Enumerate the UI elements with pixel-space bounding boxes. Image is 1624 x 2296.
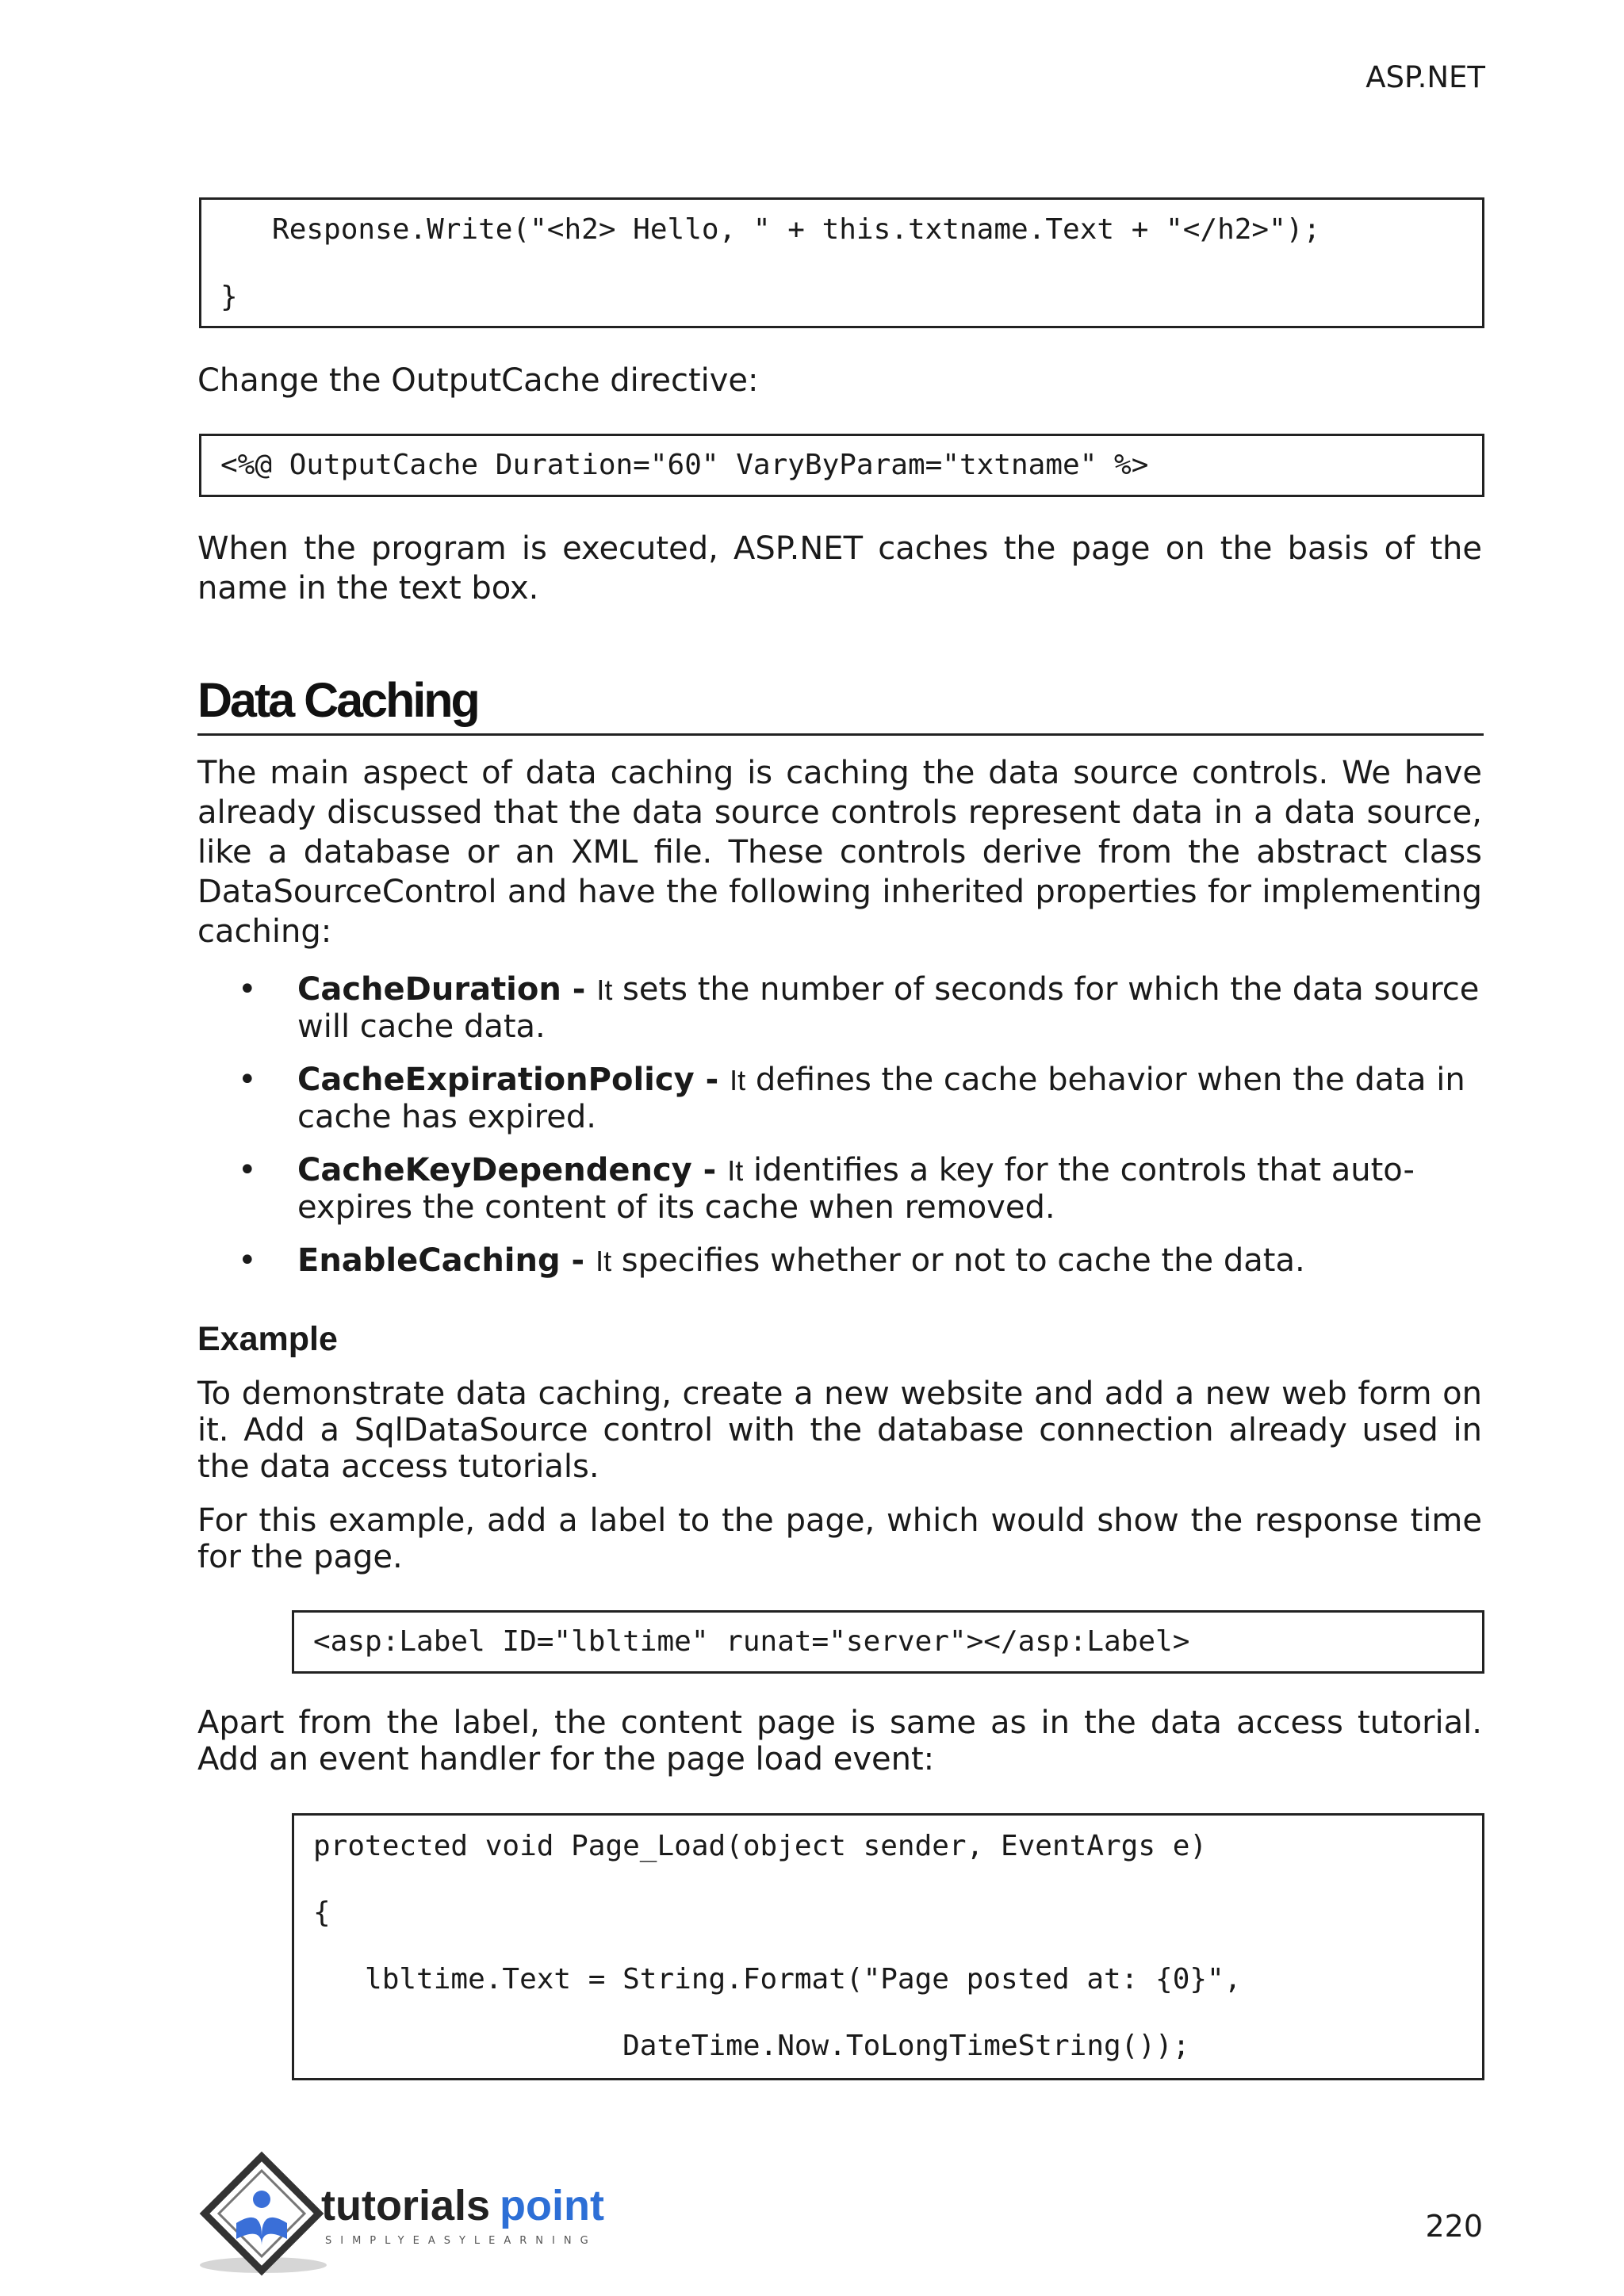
paragraph-add-label: For this example, add a label to the page, which would show the response time for the page. [197, 1502, 1482, 1575]
list-item-text: identifies a key for the controls that auto-expires the content of its cache when removed. [297, 1152, 1415, 1226]
paragraph-demonstrate-caching: To demonstrate data caching, create a new website and add a new web form on it. Add a SqlDataSource control with the database connection already used in the data access tutorials. [197, 1376, 1482, 1485]
code-line: lbltime.Text = String.Format("Page posted at: {0}", [313, 1963, 1242, 1996]
section-title-data-caching: Data Caching [197, 673, 478, 727]
subheading-example: Example [197, 1320, 338, 1358]
tutorialspoint-logo [198, 2150, 626, 2277]
list-item-term: CacheDuration - [297, 971, 597, 1008]
bullet-icon: • [238, 1152, 257, 1188]
code-line: { [313, 1896, 331, 1929]
logo-text-point: point [500, 2182, 604, 2229]
code-block-output-cache [199, 434, 1484, 497]
code-line: DateTime.Now.ToLongTimeString()); [313, 2030, 1190, 2062]
paragraph-change-directive: Change the OutputCache directive: [197, 362, 759, 399]
list-item-it: It [730, 1064, 746, 1096]
code-block-page-load [292, 1813, 1484, 2080]
logo-tagline: SIMPLYEASYLEARNING [325, 2235, 597, 2247]
logo-text-tutorials: tutorials [321, 2182, 491, 2229]
code-line: Response.Write("<h2> Hello, " + this.txtname.Text + "</h2>"); [220, 213, 1321, 246]
code-line: protected void Page_Load(object sender, EventArgs e) [313, 1830, 1208, 1862]
bullet-icon: • [238, 971, 257, 1008]
list-item-term: CacheKeyDependency - [297, 1152, 728, 1188]
list-item [238, 1242, 1483, 1280]
bullet-icon: • [238, 1062, 257, 1098]
code-line: } [220, 281, 238, 313]
code-line: <asp:Label ID="lbltime" runat="server"></asp:Label> [313, 1625, 1190, 1658]
list-item-term: CacheExpirationPolicy - [297, 1062, 730, 1098]
list-item-term: EnableCaching - [297, 1242, 596, 1279]
code-line: <%@ OutputCache Duration="60" VaryByParam="txtname" %> [220, 449, 1149, 481]
list-item [238, 1062, 1483, 1135]
paragraph-program-executed: When the program is executed, ASP.NET caches the page on the basis of the name in the text box. [197, 530, 1482, 607]
list-item-it: It [727, 1154, 744, 1187]
list-item-text: defines the cache behavior when the data in cache has expired. [297, 1062, 1465, 1135]
list-item [238, 971, 1483, 1045]
paragraph-data-caching-intro: The main aspect of data caching is caching the data source controls. We have already discussed that the data source controls represent data in a data source, like a database or an XML file. These controls derive from the abstract class DataSourceControl and have the following inherited properties for implementing caching: [197, 755, 1482, 950]
paragraph-event-handler: Apart from the label, the content page is same as in the data access tutorial. Add an event handler for the page load event: [197, 1705, 1482, 1777]
list-item-text: specifies whether or not to cache the data. [611, 1242, 1305, 1279]
page-number: 220 [1425, 2209, 1483, 2244]
bullet-icon: • [238, 1242, 257, 1279]
page-header-title: ASP.NET [1365, 60, 1485, 94]
bullet-list-properties [238, 971, 1483, 1296]
section-divider [197, 733, 1484, 736]
code-block-response-write [199, 197, 1484, 328]
list-item [238, 1152, 1483, 1226]
list-item-text: sets the number of seconds for which the data source will cache data. [297, 971, 1480, 1045]
code-block-asp-label [292, 1610, 1484, 1674]
list-item-it: It [596, 1245, 612, 1277]
list-item-it: It [596, 974, 613, 1006]
